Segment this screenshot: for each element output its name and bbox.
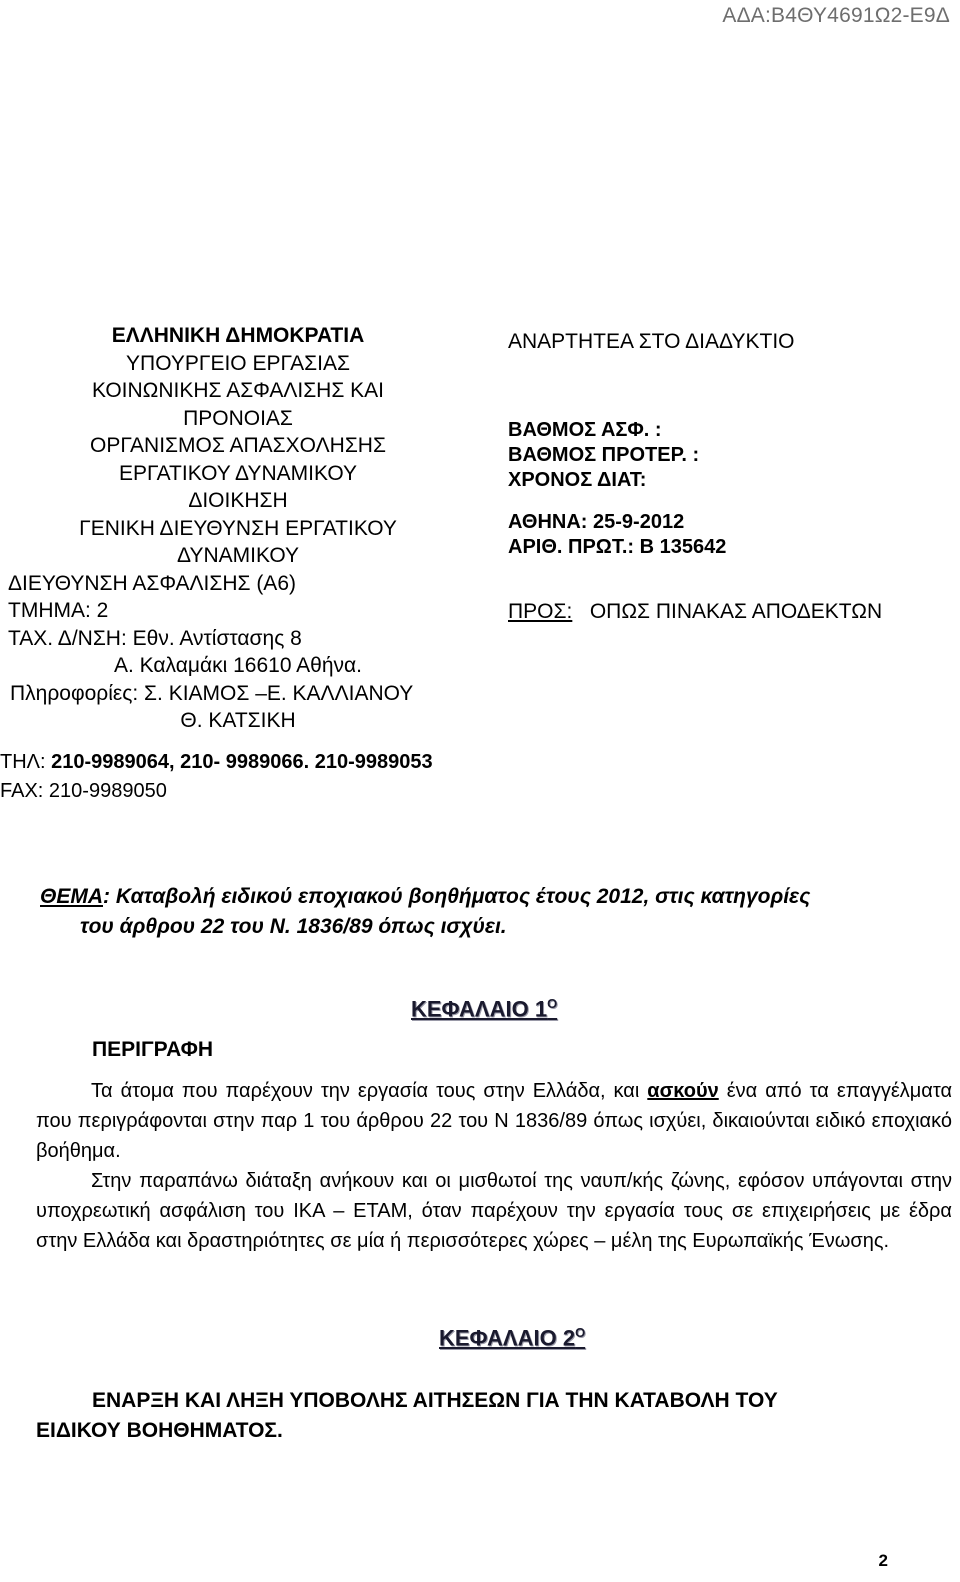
telephone-line <box>0 751 433 774</box>
tel-value: 210-9989064, 210- 9989066. 210-9989053 <box>51 751 433 773</box>
chapter-2-ordinal: Ο <box>575 1325 586 1340</box>
priority-level: ΒΑΘΜΟΣ ΠΡΟΤΕΡ. : <box>508 444 700 466</box>
header-ministry-3: ΠΡΟΝΟΙΑΣ <box>183 406 293 430</box>
header-republic: ΕΛΛΗΝΙΚΗ ΔΗΜΟΚΡΑΤΙΑ <box>111 324 365 347</box>
chapter-1-ordinal: Ο <box>547 996 558 1011</box>
header-general-directorate-2: ΔΥΝΑΜΙΚΟΥ <box>176 544 299 567</box>
header-organization-2: ΕΡΓΑΤΙΚΟΥ ΔΥΝΑΜΙΚΟΥ <box>118 461 358 485</box>
tel-label: ΤΗΛ: <box>0 751 46 773</box>
chapter-2-title: ΚΕΦΑΛΑΙΟ $2^O$ <box>439 1325 586 1351</box>
info-label: Πληροφορίες: <box>10 681 139 705</box>
recipients <box>508 600 948 624</box>
protocol-number <box>508 535 948 560</box>
header-ministry-1: ΥΠΟΥΡΓΕΙΟ ΕΡΓΑΣΙΑΣ <box>126 351 350 375</box>
to-label: ΠΡΟΣ: <box>508 600 573 623</box>
security-level: ΒΑΘΜΟΣ ΑΣΦ. : <box>508 419 662 441</box>
fax-value: 210-9989050 <box>48 780 167 802</box>
sender-header <box>8 322 468 735</box>
address-value: Αντίστασης 8 <box>179 626 302 650</box>
chapter-2-heading-line-2: ΕΙΔΙΚΟΥ ΒΟΗΘΗΜΑΤΟΣ. <box>36 1419 283 1442</box>
paragraph-1: Τα άτομα που παρέχουν την εργασία τους στην Ελλάδα, και ασκούν ένα από τα επαγγέλματα που περιγράφονται στην παρ 1 του άρθρου 22 του Ν 1836/89 όπως ισχύει, δικαιούνται ειδικό εποχιακό βοήθημα. <box>36 1080 953 1162</box>
document-date: ΑΘΗΝΑ: 25-9-2012 <box>508 511 685 533</box>
chapter-1-body <box>36 1076 952 1256</box>
to-value: ΟΠΩΣ ΠΙΝΑΚΑΣ ΑΠΟΔΕΚΤΩΝ <box>589 600 883 623</box>
subject-text-1: : Καταβολή ειδικού εποχιακού βοηθήματος έτους 2012, στις κατηγορίες <box>103 885 811 908</box>
header-info <box>8 680 468 708</box>
info-value: Σ. ΚΙΑΜΟΣ –Ε. ΚΑΛΛΙΑΝΟΥ <box>144 681 414 705</box>
paragraph-2: Στην παραπάνω διάταξη ανήκουν και οι μισθωτοί της ναυπ/κής ζώνης, εφόσον υπάγονται στην υποχρεωτική ασφάλιση του ΙΚΑ – ΕΤΑΜ, όταν παρέχουν την εργασία τους σε επιχειρήσεις με έδρα στην Ελλάδα και δραστηριότητες σε μία ή περισσότερες χώρες – μέλη της Ευρωπαϊκής Ένωσης. <box>36 1170 952 1252</box>
section-description: ΠΕΡΙΓΡΑΦΗ <box>92 1038 214 1061</box>
header-administration: ΔΙΟΙΚΗΣΗ <box>188 489 288 512</box>
header-department: ΤΜΗΜΑ: 2 <box>8 599 109 622</box>
header-directorate: ΔΙΕΥΘΥΝΣΗ ΑΣΦΑΛΙΣΗΣ (Α6) <box>8 571 296 595</box>
chapter-1-title: ΚΕΦΑΛΑΙΟ $1^O$ <box>411 996 558 1022</box>
subject-label: ΘΕΜΑ <box>40 885 103 908</box>
address-label: ΤΑΧ. Δ/ΝΣΗ: Εθν. <box>8 626 175 650</box>
header-address <box>8 625 468 653</box>
subject <box>40 882 955 942</box>
subject-text-2: του άρθρου 22 του Ν. 1836/89 όπως ισχύει. <box>80 915 507 938</box>
page-number: 2 <box>878 1551 888 1570</box>
chapter-2-heading <box>36 1386 952 1446</box>
retention-period: ΧΡΟΝΟΣ ΔΙΑΤ: <box>508 469 647 491</box>
header-info-2: Θ. ΚΑΤΣΙΚΗ <box>180 709 296 732</box>
fax-line <box>0 780 167 803</box>
post-online-notice: ΑΝΑΡΤΗΤΕΑ ΣΤΟ ΔΙΑΔΥΚΤΙΟ <box>508 330 795 353</box>
emphasis-practice: ασκούν <box>647 1080 719 1102</box>
header-ministry-2: ΚΟΙΝΩΝΙΚΗΣ ΑΣΦΑΛΙΣΗΣ ΚΑΙ <box>91 379 385 402</box>
header-city: Α. Καλαμάκι 16610 Αθήνα. <box>113 654 363 677</box>
protocol-value: Β 135642 <box>639 536 727 558</box>
fax-label: FAX: <box>0 780 44 802</box>
chapter-2-heading-line-1: ΕΝΑΡΞΗ ΚΑΙ ΛΗΞΗ ΥΠΟΒΟΛΗΣ ΑΙΤΗΣΕΩΝ ΓΙΑ ΤΗΝ ΚΑΤΑΒΟΛΗ ΤΟΥ <box>92 1389 778 1412</box>
header-organization-1: ΟΡΓΑΝΙΣΜΟΣ ΑΠΑΣΧΟΛΗΣΗΣ <box>90 434 386 457</box>
ada-code: ΑΔΑ:Β4ΘΥ4691Ω2-Ε9Δ <box>722 4 950 27</box>
protocol-label: ΑΡΙΘ. ΠΡΩΤ.: <box>508 536 635 558</box>
header-general-directorate-1: ΓΕΝΙΚΗ ΔΙΕΥΘΥΝΣΗ ΕΡΓΑΤΙΚΟΥ <box>79 516 397 540</box>
document-meta <box>508 330 948 624</box>
